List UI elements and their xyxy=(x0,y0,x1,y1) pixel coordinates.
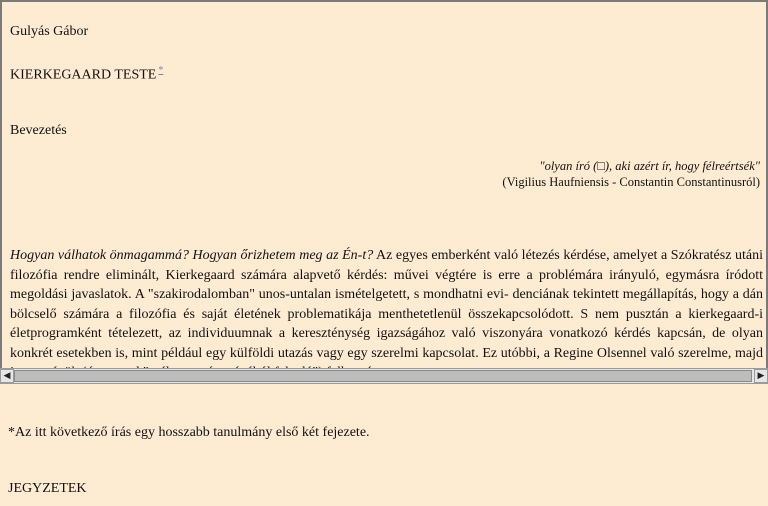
article-title-text: KIERKEGAARD TESTE xyxy=(10,67,157,83)
body-lead-question: Hogyan válhatok önmagammá? Hogyan őrizhetem meg az Én-t? xyxy=(10,248,374,263)
notes-heading: JEGYZETEK xyxy=(8,481,87,496)
footnote-link[interactable]: * xyxy=(158,65,164,76)
scroll-left-icon[interactable]: ◀ xyxy=(0,369,14,383)
horizontal-scrollbar[interactable] xyxy=(0,368,768,384)
article-title xyxy=(10,65,163,84)
author-name: Gulyás Gábor xyxy=(10,24,89,39)
epigraph-attribution: (Vigilius Haufniensis - Constantin Constantinusról) xyxy=(502,175,760,189)
epigraph-quote: "olyan író (□), aki azért ír, hogy félreértsék" xyxy=(539,159,760,173)
epigraph xyxy=(502,158,760,190)
body-paragraph xyxy=(10,246,763,370)
section-heading: Bevezetés xyxy=(10,123,67,138)
body-text: Az egyes emberként való létezés kérdése, amelyet a Szókratész utáni filozófia rendre eliminált, Kierkegaard számára alapvető kérdés: művei végtére is erre a problémára irányuló, egymásra íródott megoldási javaslatok. A "szakirodalomban" unos-untalan ismételgetett, s mondhatni evi- denciának tekintett megállapítás, hogy a dán bölcselő számára a filozófia és saját életének problematikája menthetetlenül összekapcsolódott. S nem pusztán a kierkegaard-i életprogramként tételezett, az individuumnak a kereszténység igazságához való viszonyára vonatkozó kérdés kapcsán, de olyan konkrét esetekben is, mint például egy külföldi utazás vagy egy szerelmi kapcsolat. Ez utóbbi, a Regine Olsennel való szerelme, majd xyxy=(10,248,763,361)
scroll-right-icon[interactable]: ▶ xyxy=(754,369,768,383)
footnote-text: *Az itt következő írás egy hosszabb tanulmány első két fejezete. xyxy=(8,425,370,440)
scrollbar-thumb[interactable] xyxy=(14,370,752,382)
